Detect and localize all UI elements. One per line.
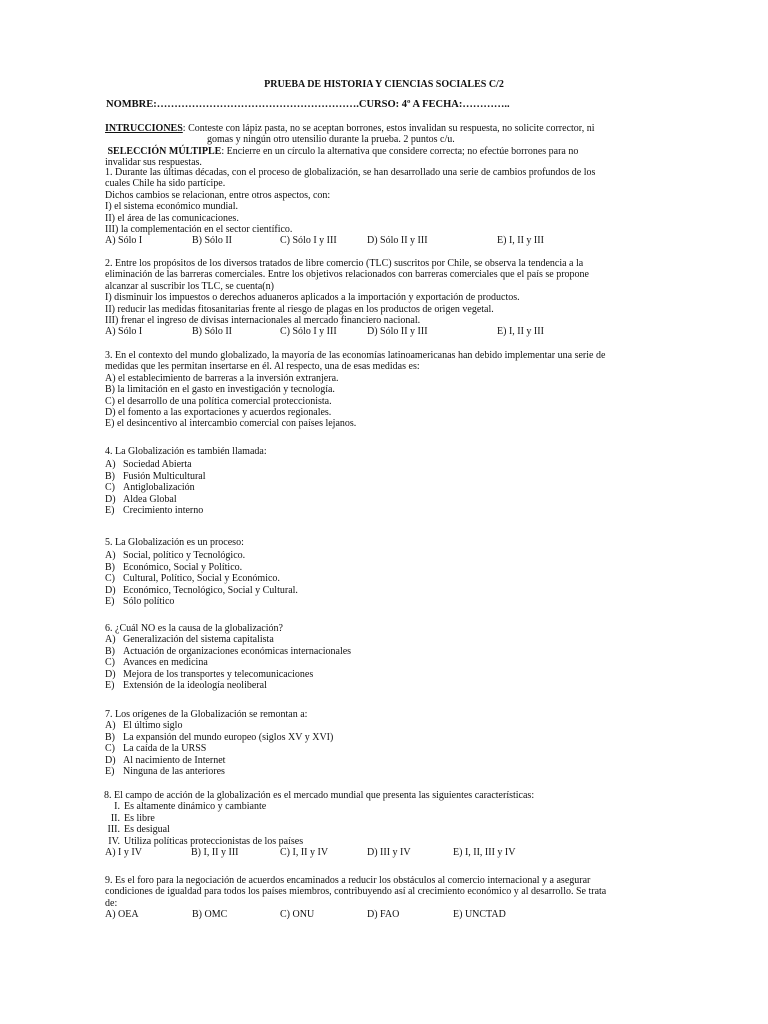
option-b[interactable]: B) Sólo II — [192, 326, 232, 338]
option-e[interactable]: E) Sólo político — [105, 596, 175, 608]
question-6 — [105, 623, 675, 691]
question-stem: 8. El campo de acción de la globalización es el mercado mundial que presenta las siguientes características: — [104, 790, 535, 801]
answer-options — [105, 326, 675, 337]
option-c[interactable]: C) Avances en medicina — [105, 657, 208, 669]
option-b[interactable]: B) Sólo II — [192, 235, 232, 247]
statement-3: III) frenar el ingreso de divisas internacionales al mercado financiero nacional. — [105, 315, 421, 327]
statement-2: II. Es libre — [110, 812, 155, 824]
option-d[interactable]: D) III y IV — [367, 847, 411, 859]
option-c[interactable]: C) el desarrollo de una política comercial proteccionista. — [105, 395, 332, 407]
statement-3: III. Es desigual — [107, 824, 170, 836]
multiple-choice-text: : Encierre en un círculo la alternativa que considere correcta; no efectúe borrones para no — [221, 145, 579, 157]
option-a[interactable]: A) Sociedad Abierta — [105, 459, 192, 471]
option-d[interactable]: D) Aldea Global — [105, 493, 177, 505]
question-2: 2. Entre los propósitos de los diversos tratados de libre comercio (TLC) suscritos por Chile, se observa la tendencia a la eliminación de las barreras comerciales. Entre los objetivos relacionados con barreras comerciales que el país se propone alcanzar al suscribir los TLC, se cuenta(n) I) disminuir los impuestos o derechos aduaneros aplicados a la importación y exportación de productos. II) reducir las medidas fitosanitarias frente al riesgo de plagas en los productos de origen vegetal. III) frenar el ingreso de divisas internacionales al mercado financiero nacional. A) Sólo I B) Sólo II C) Sólo I y III D) Sólo II y III E) I, II y III — [105, 258, 675, 338]
statement-3: III) la complementación en el sector científico. — [105, 224, 293, 236]
option-e[interactable]: E) I, II y III — [497, 326, 544, 338]
question-stem: 4. La Globalización es también llamada: — [105, 446, 267, 457]
statement-2: II) reducir las medidas fitosanitarias frente al riesgo de plagas en los productos de origen vegetal. — [105, 303, 494, 315]
option-d[interactable]: D) FAO — [367, 909, 400, 921]
option-e[interactable]: E) Ninguna de las anteriores — [105, 766, 225, 778]
answer-options — [105, 847, 671, 858]
question-8 — [101, 790, 671, 858]
option-d[interactable]: D) Sólo II y III — [367, 326, 428, 338]
question-7 — [105, 709, 675, 777]
option-c[interactable]: C) Cultural, Político, Social y Económico. — [105, 573, 280, 585]
statement-1: I. Es altamente dinámico y cambiante — [114, 801, 267, 813]
option-e[interactable]: E) Crecimiento interno — [105, 505, 204, 517]
option-b[interactable]: B) Económico, Social y Político. — [105, 561, 243, 573]
question-stem: 3. En el contexto del mundo globalizado, la mayoría de las economías latinoamericanas han debido implementar una serie de — [105, 350, 606, 361]
option-c[interactable]: C) Sólo I y III — [280, 235, 337, 247]
option-e[interactable]: E) Extensión de la ideología neoliberal — [105, 680, 267, 692]
answer-options — [105, 235, 675, 246]
option-b[interactable]: B) Actuación de organizaciones económicas internacionales — [105, 645, 352, 657]
question-stem: 9. Es el foro para la negociación de acuerdos encaminados a reducir los obstáculos al comercio internacional y a asegurar — [105, 875, 591, 886]
answer-options — [105, 909, 675, 920]
option-c[interactable]: C) Antiglobalización — [105, 482, 195, 494]
option-a[interactable]: A) Social, político y Tecnológico. — [105, 550, 246, 562]
instructions-text: : Conteste con lápiz pasta, no se aceptan borrones, estos invalidan su respuesta, no solicite corrector, ni — [182, 123, 595, 134]
question-stem: 7. Los orígenes de la Globalización se remontan a: — [105, 709, 308, 720]
question-4 — [105, 446, 675, 516]
option-e[interactable]: E) el desincentivo al intercambio comercial con países lejanos. — [105, 418, 357, 430]
option-d[interactable]: D) Sólo II y III — [367, 235, 428, 247]
option-e[interactable]: E) UNCTAD — [453, 909, 506, 921]
question-5 — [105, 537, 675, 607]
instructions-label: INTRUCCIONES — [105, 123, 183, 134]
multiple-choice-label: SELECCIÓN MÚLTIPLE — [107, 145, 222, 157]
option-b[interactable]: B) La expansión del mundo europeo (siglos XV y XVI) — [105, 731, 334, 743]
option-a[interactable]: A) OEA — [105, 909, 139, 921]
option-b[interactable]: B) I, II y III — [191, 847, 239, 859]
question-3: 3. En el contexto del mundo globalizado, la mayoría de las economías latinoamericanas han debido implementar una serie de medidas que les permitan insertarse en él. Al respecto, una de esas medidas es: A) el establecimiento de barreras a la inversión extranjera. B) la limitación en el gasto en investigación y tecnología. C) el desarrollo de una política comercial proteccionista. D) el fomento a las exportaciones y acuerdos regionales. E) el desincentivo al intercambio comercial con países lejanos. — [105, 350, 675, 430]
option-c[interactable]: C) La caída de la URSS — [105, 743, 207, 755]
option-d[interactable]: D) Mejora de los transportes y telecomunicaciones — [105, 668, 314, 680]
question-1: 1. Durante las últimas décadas, con el proceso de globalización, se han desarrollado una serie de cambios profundos de los cuales Chile ha sido partícipe. Dichos cambios se relacionan, entre otros aspectos, con: I) el sistema económico mundial. II) el área de las comunicaciones. III) la complementación en el sector científico. A) Sólo I B) Sólo II C) Sólo I y III D) Sólo II y III E) I, II y III — [105, 167, 675, 247]
option-a[interactable]: A) el establecimiento de barreras a la inversión extranjera. — [105, 372, 339, 384]
page-title: PRUEBA DE HISTORIA Y CIENCIAS SOCIALES C/2 — [264, 79, 504, 90]
statement-1: I) disminuir los impuestos o derechos aduaneros aplicados a la importación y exportación de productos. — [105, 292, 520, 304]
option-e[interactable]: E) I, II, III y IV — [453, 847, 516, 859]
instructions-text-2: gomas y ningún otro utensilio durante la prueba. 2 puntos c/u. — [207, 134, 455, 146]
statement-2: II) el área de las comunicaciones. — [105, 212, 239, 224]
option-d[interactable]: D) Económico, Tecnológico, Social y Cultural. — [105, 584, 298, 596]
option-b[interactable]: B) la limitación en el gasto en investigación y tecnología. — [105, 384, 335, 396]
option-a[interactable]: A) Generalización del sistema capitalista — [105, 634, 274, 646]
option-a[interactable]: A) Sólo I — [105, 326, 143, 338]
option-a[interactable]: A) Sólo I — [105, 235, 143, 247]
instructions — [105, 123, 675, 169]
statement-4: IV. Utiliza políticas proteccionistas de los países — [108, 835, 304, 847]
option-d[interactable]: D) el fomento a las exportaciones y acuerdos regionales. — [105, 407, 332, 419]
option-c[interactable]: C) ONU — [280, 909, 315, 921]
option-b[interactable]: B) OMC — [192, 909, 228, 921]
question-stem: 1. Durante las últimas décadas, con el proceso de globalización, se han desarrollado una serie de cambios profundos de los — [105, 167, 596, 178]
statement-1: I) el sistema económico mundial. — [105, 201, 239, 213]
option-d[interactable]: D) Al nacimiento de Internet — [105, 754, 226, 766]
option-b[interactable]: B) Fusión Multicultural — [105, 470, 206, 482]
question-stem: 6. ¿Cuál NO es la causa de la globalización? — [105, 623, 283, 634]
multiple-choice-text-2: invalidar sus respuestas. — [105, 157, 202, 169]
option-c[interactable]: C) Sólo I y III — [280, 326, 337, 338]
option-e[interactable]: E) I, II y III — [497, 235, 544, 247]
question-stem: 2. Entre los propósitos de los diversos tratados de libre comercio (TLC) suscritos por Chile, se observa la tendencia a la — [105, 258, 584, 269]
student-header: NOMBRE:………………………………………………….CURSO: 4º A FECHA:………….. — [106, 99, 510, 110]
option-a[interactable]: A) El último siglo — [105, 720, 183, 732]
question-stem: 5. La Globalización es un proceso: — [105, 537, 244, 548]
question-9: 9. Es el foro para la negociación de acuerdos encaminados a reducir los obstáculos al comercio internacional y a asegurar condiciones de igualdad para todos los países miembros, contribuyendo así al crecimiento económico y al desarrollo. Se trata de: A) OEA B) OMC C) ONU D) FAO E) UNCTAD — [105, 875, 675, 921]
option-c[interactable]: C) I, II y IV — [280, 847, 329, 859]
option-a[interactable]: A) I y IV — [105, 847, 142, 859]
